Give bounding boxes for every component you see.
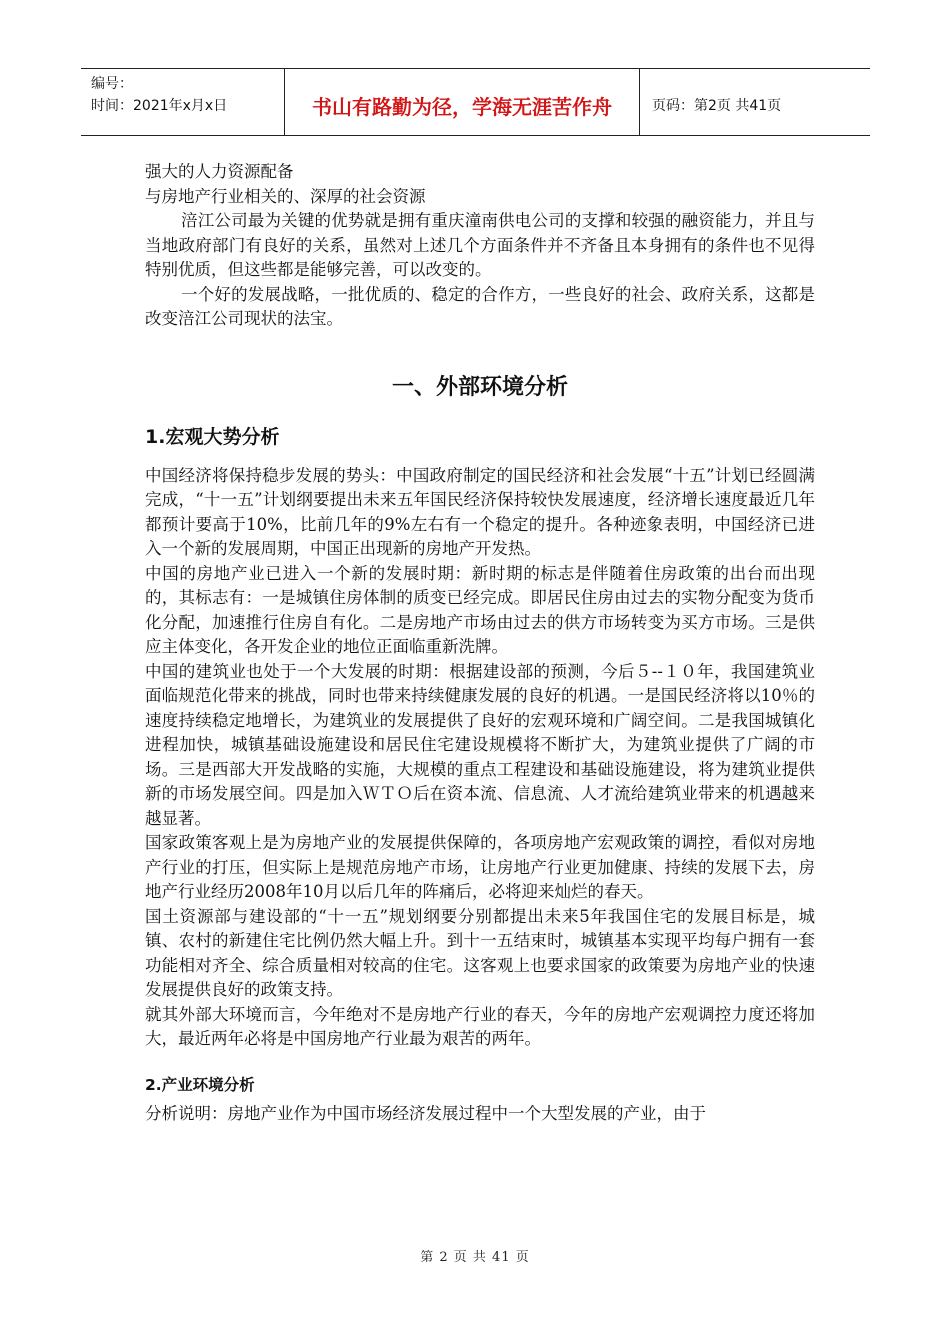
strength-line-1: 强大的人力资源配备 bbox=[145, 162, 294, 181]
header-meta bbox=[81, 69, 285, 135]
paragraph-macro-plan: 国土资源部与建设部的“十一五”规划纲要分别都提出未来5年我国住宅的发展目标是，城镇、农村的新建住宅比例仍然大幅上升。到十一五结束时，城镇基本实现平均每户拥有一套功能相对齐全、综合质量相对较高的住宅。这客观上也要求国家的政策要为房地产业的快速发展提供良好的政策支持。 bbox=[145, 906, 815, 999]
paragraph-industry: 分析说明：房地产业作为中国市场经济发展过程中一个大型发展的产业，由于 bbox=[145, 1103, 706, 1123]
header-page-info: 页码：第2页 共41页 bbox=[652, 98, 782, 114]
document-time: 时间：2021年x月x日 bbox=[91, 98, 228, 114]
paragraph-strategy: 一个好的发展战略，一批优质的、稳定的合作方，一些良好的社会、政府关系，这都是改变涪江公司现状的法宝。 bbox=[145, 284, 815, 328]
paragraph-macro-economy: 中国经济将保持稳步发展的势头：中国政府制定的国民经济和社会发展“十五”计划已经圆满完成，“十一五”计划纲要提出未来五年国民经济保持较快发展速度，经济增长速度最近几年都预计要高于10%，比前几年的9%左右有一个稳定的提升。各种迹象表明，中国经济已进入一个新的发展周期，中国正出现新的房地产开发热。 bbox=[145, 465, 815, 558]
header-motto: 书山有路勤为径，学海无涯苦作舟 bbox=[285, 69, 640, 135]
page-header bbox=[81, 68, 870, 136]
section-title: 一、外部环境分析 bbox=[391, 374, 568, 400]
paragraph-macro-policy: 国家政策客观上是为房地产业的发展提供保障的，各项房地产宏观政策的调控，看似对房地产行业的打压，但实际上是规范房地产市场，让房地产行业更加健康、持续的发展下去，房地产行业经历2008年10月以后几年的阵痛后，必将迎来灿烂的春天。 bbox=[145, 833, 815, 901]
subsection-title-industry: 2.产业环境分析 bbox=[145, 1075, 255, 1094]
paragraph-macro-realestate: 中国的房地产业已进入一个新的发展时期：新时期的标志是伴随着住房政策的出台而出现的，其标志有：一是城镇住房体制的质变已经完成。即居民住房由过去的实物分配变为货币化分配，加速推行住房自有化。二是房地产市场由过去的供方市场转变为买方市场。三是供应主体变化，各开发企业的地位正面临重新洗牌。 bbox=[145, 563, 815, 656]
paragraph-advantage: 涪江公司最为关键的优势就是拥有重庆潼南供电公司的支撑和较强的融资能力，并且与当地政府部门有良好的关系，虽然对上述几个方面条件并不齐备且本身拥有的条件也不见得特别优质，但这些都是能够完善，可以改变的。 bbox=[145, 211, 815, 279]
paragraph-macro-summary: 就其外部大环境而言，今年绝对不是房地产行业的春天，今年的房地产宏观调控力度还将加大，最近两年必将是中国房地产行业最为艰苦的两年。 bbox=[145, 1004, 815, 1048]
document-body bbox=[145, 160, 815, 1126]
subsection-title-macro: 1.宏观大势分析 bbox=[145, 425, 280, 448]
paragraph-macro-construction: 中国的建筑业也处于一个大发展的时期：根据建设部的预测，今后５--１０年，我国建筑业面临规范化带来的挑战，同时也带来持续健康发展的良好的机遇。一是国民经济将以10％的速度持续稳定地增长，为建筑业的发展提供了良好的宏观环境和广阔空间。二是我国城镇化进程加快，城镇基础设施建设和居民住宅建设规模将不断扩大，为建筑业提供了广阔的市场。三是西部大开发战略的实施，大规模的重点工程建设和基础设施建设，将为建筑业提供新的市场发展空间。四是加入ＷＴＯ后在资本流、信息流、人才流给建筑业带来的机遇越来越显著。 bbox=[145, 661, 815, 828]
strength-line-2: 与房地产行业相关的、深厚的社会资源 bbox=[145, 186, 426, 206]
document-number: 编号： bbox=[91, 76, 133, 92]
page-footer: 第 2 页 共 41 页 bbox=[420, 1250, 530, 1265]
